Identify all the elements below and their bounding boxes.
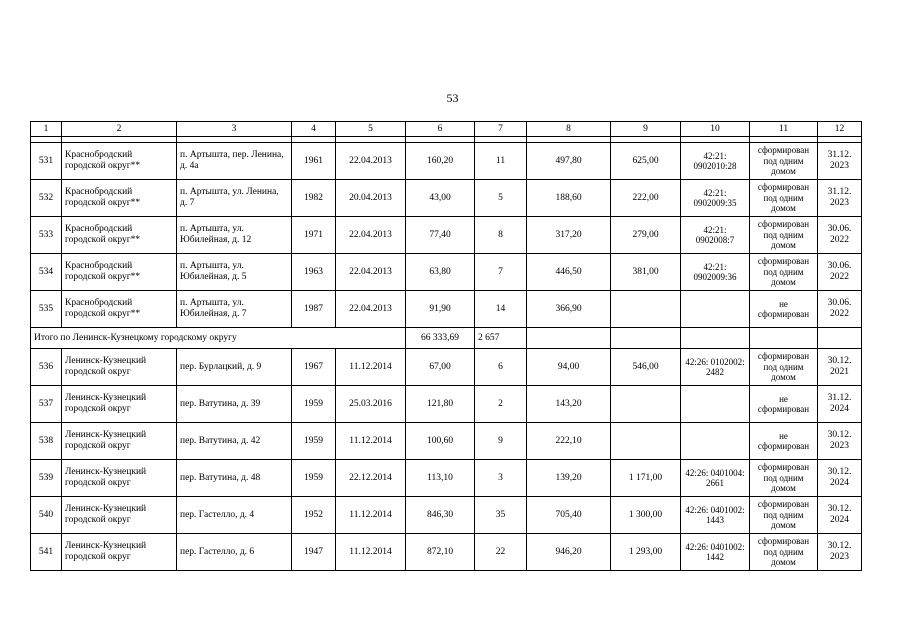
address-cell: п. Артышта, ул. Юбилейная, д. 5 [177,254,292,291]
year-cell: 1959 [292,423,336,460]
row-number-cell: 535 [31,291,62,328]
table-row [31,180,862,217]
district-cell: Ленинск-Кузнецкий городской округ [62,497,177,534]
land-status-cell: сформирован под одним домом [750,460,818,497]
area-total-cell: 222,10 [527,423,611,460]
row-number-cell: 540 [31,497,62,534]
column-number-cell: 5 [336,122,406,137]
empty-cell [527,328,611,349]
deadline-cell: 31.12. 2023 [818,180,862,217]
year-cell: 1952 [292,497,336,534]
cadastral-number-cell: 42:26: 0102002: 2482 [681,349,750,386]
date-cell: 22.04.2013 [336,254,406,291]
deadline-cell: 30.12. 2024 [818,497,862,534]
year-cell: 1959 [292,460,336,497]
table-row [31,497,862,534]
deadline-cell: 30.06. 2022 [818,291,862,328]
land-status-cell: сформирован под одним домом [750,349,818,386]
empty-cell [750,328,818,349]
land-status-cell: сформирован под одним домом [750,254,818,291]
land-area-cell: 279,00 [611,217,681,254]
area-cell: 160,20 [406,143,475,180]
cadastral-number-cell: 42:21: 0902010:28 [681,143,750,180]
date-cell: 25.03.2016 [336,386,406,423]
land-status-cell: не сформирован [750,386,818,423]
year-cell: 1963 [292,254,336,291]
column-number-row [31,122,862,137]
residents-cell: 22 [475,534,527,571]
row-number-cell: 533 [31,217,62,254]
date-cell: 22.04.2013 [336,291,406,328]
district-cell: Краснобродский городской округ** [62,217,177,254]
page-number: 53 [446,91,459,105]
date-cell: 11.12.2014 [336,349,406,386]
table-row [31,143,862,180]
area-total-cell: 705,40 [527,497,611,534]
column-number-cell: 4 [292,122,336,137]
cadastral-number-cell [681,423,750,460]
table-row [31,386,862,423]
land-area-cell: 625,00 [611,143,681,180]
table-row [31,254,862,291]
column-number-cell: 6 [406,122,475,137]
date-cell: 11.12.2014 [336,497,406,534]
cadastral-number-cell [681,291,750,328]
row-number-cell: 534 [31,254,62,291]
row-number-cell: 541 [31,534,62,571]
area-total-cell: 946,20 [527,534,611,571]
address-cell: пер. Гастелло, д. 6 [177,534,292,571]
empty-cell [611,328,681,349]
residents-cell: 14 [475,291,527,328]
area-cell: 63,80 [406,254,475,291]
total-residents: 2 657 [475,328,527,349]
table-row [31,423,862,460]
cadastral-number-cell: 42:21: 0902009:35 [681,180,750,217]
cadastral-number-cell [681,386,750,423]
area-cell: 91,90 [406,291,475,328]
deadline-cell: 30.12. 2023 [818,534,862,571]
row-number-cell: 537 [31,386,62,423]
year-cell: 1959 [292,386,336,423]
address-cell: п. Артышта, ул. Ленина, д. 7 [177,180,292,217]
residents-cell: 8 [475,217,527,254]
empty-cell [681,328,750,349]
address-cell: пер. Ватутина, д. 39 [177,386,292,423]
area-cell: 846,30 [406,497,475,534]
deadline-cell: 30.12. 2024 [818,460,862,497]
area-total-cell: 366,90 [527,291,611,328]
land-status-cell: сформирован под одним домом [750,217,818,254]
table-row [31,349,862,386]
land-status-cell: не сформирован [750,291,818,328]
land-status-cell: сформирован под одним домом [750,534,818,571]
district-cell: Краснобродский городской округ** [62,254,177,291]
cadastral-number-cell: 42:21: 0902008:7 [681,217,750,254]
residents-cell: 2 [475,386,527,423]
date-cell: 22.12.2014 [336,460,406,497]
area-total-cell: 446,50 [527,254,611,291]
cadastral-number-cell: 42:21: 0902009:36 [681,254,750,291]
table-row [31,291,862,328]
land-status-cell: сформирован под одним домом [750,497,818,534]
cadastral-number-cell: 42:26: 0401002: 1442 [681,534,750,571]
date-cell: 22.04.2013 [336,143,406,180]
date-cell: 11.12.2014 [336,534,406,571]
area-cell: 77,40 [406,217,475,254]
row-number-cell: 532 [31,180,62,217]
residents-cell: 9 [475,423,527,460]
land-status-cell: сформирован под одним домом [750,180,818,217]
residents-cell: 6 [475,349,527,386]
date-cell: 20.04.2013 [336,180,406,217]
cadastral-number-cell: 42:26: 0401002: 1443 [681,497,750,534]
area-total-cell: 317,20 [527,217,611,254]
district-cell: Ленинск-Кузнецкий городской округ [62,534,177,571]
residents-cell: 3 [475,460,527,497]
total-area: 66 333,69 [406,328,475,349]
column-number-cell: 1 [31,122,62,137]
column-number-cell: 9 [611,122,681,137]
district-cell: Краснобродский городской округ** [62,180,177,217]
deadline-cell: 30.12. 2021 [818,349,862,386]
land-status-cell: сформирован под одним домом [750,143,818,180]
area-total-cell: 497,80 [527,143,611,180]
deadline-cell: 31.12. 2023 [818,143,862,180]
address-cell: пер. Ватутина, д. 42 [177,423,292,460]
deadline-cell: 30.06. 2022 [818,217,862,254]
area-cell: 43,00 [406,180,475,217]
district-cell: Ленинск-Кузнецкий городской округ [62,423,177,460]
residents-cell: 11 [475,143,527,180]
address-cell: пер. Бурлацкий, д. 9 [177,349,292,386]
land-area-cell: 1 300,00 [611,497,681,534]
deadline-cell: 31.12. 2024 [818,386,862,423]
column-number-cell: 10 [681,122,750,137]
year-cell: 1947 [292,534,336,571]
district-cell: Ленинск-Кузнецкий городской округ [62,349,177,386]
total-label: Итого по Ленинск-Кузнецкому городскому округу [31,328,406,349]
land-area-cell [611,386,681,423]
row-number-cell: 536 [31,349,62,386]
table-row [31,217,862,254]
area-cell: 67,00 [406,349,475,386]
area-cell: 100,60 [406,423,475,460]
district-cell: Ленинск-Кузнецкий городской округ [62,460,177,497]
land-area-cell: 222,00 [611,180,681,217]
land-area-cell: 546,00 [611,349,681,386]
residents-cell: 5 [475,180,527,217]
column-number-cell: 8 [527,122,611,137]
year-cell: 1967 [292,349,336,386]
area-total-cell: 188,60 [527,180,611,217]
area-total-cell: 139,20 [527,460,611,497]
column-number-cell: 2 [62,122,177,137]
area-total-cell: 94,00 [527,349,611,386]
area-cell: 872,10 [406,534,475,571]
area-cell: 121,80 [406,386,475,423]
area-total-cell: 143,20 [527,386,611,423]
area-cell: 113,10 [406,460,475,497]
year-cell: 1971 [292,217,336,254]
year-cell: 1961 [292,143,336,180]
address-cell: п. Артышта, ул. Юбилейная, д. 12 [177,217,292,254]
residents-cell: 35 [475,497,527,534]
land-status-cell: не сформирован [750,423,818,460]
table-row [31,534,862,571]
column-number-cell: 3 [177,122,292,137]
row-number-cell: 539 [31,460,62,497]
date-cell: 22.04.2013 [336,217,406,254]
empty-cell [818,328,862,349]
total-row [31,328,862,349]
district-cell: Краснобродский городской округ** [62,143,177,180]
table-row [31,460,862,497]
land-area-cell [611,291,681,328]
address-cell: п. Артышта, ул. Юбилейная, д. 7 [177,291,292,328]
year-cell: 1987 [292,291,336,328]
land-area-cell: 1 171,00 [611,460,681,497]
land-area-cell: 381,00 [611,254,681,291]
column-number-cell: 12 [818,122,862,137]
year-cell: 1982 [292,180,336,217]
deadline-cell: 30.12. 2023 [818,423,862,460]
land-area-cell: 1 293,00 [611,534,681,571]
housing-table [30,121,862,571]
address-cell: п. Артышта, пер. Ленина, д. 4а [177,143,292,180]
column-number-cell: 7 [475,122,527,137]
district-cell: Краснобродский городской округ** [62,291,177,328]
residents-cell: 7 [475,254,527,291]
district-cell: Ленинск-Кузнецкий городской округ [62,386,177,423]
date-cell: 11.12.2014 [336,423,406,460]
deadline-cell: 30.06. 2022 [818,254,862,291]
land-area-cell [611,423,681,460]
address-cell: пер. Гастелло, д. 4 [177,497,292,534]
column-number-cell: 11 [750,122,818,137]
row-number-cell: 538 [31,423,62,460]
cadastral-number-cell: 42:26: 0401004: 2661 [681,460,750,497]
address-cell: пер. Ватутина, д. 48 [177,460,292,497]
row-number-cell: 531 [31,143,62,180]
